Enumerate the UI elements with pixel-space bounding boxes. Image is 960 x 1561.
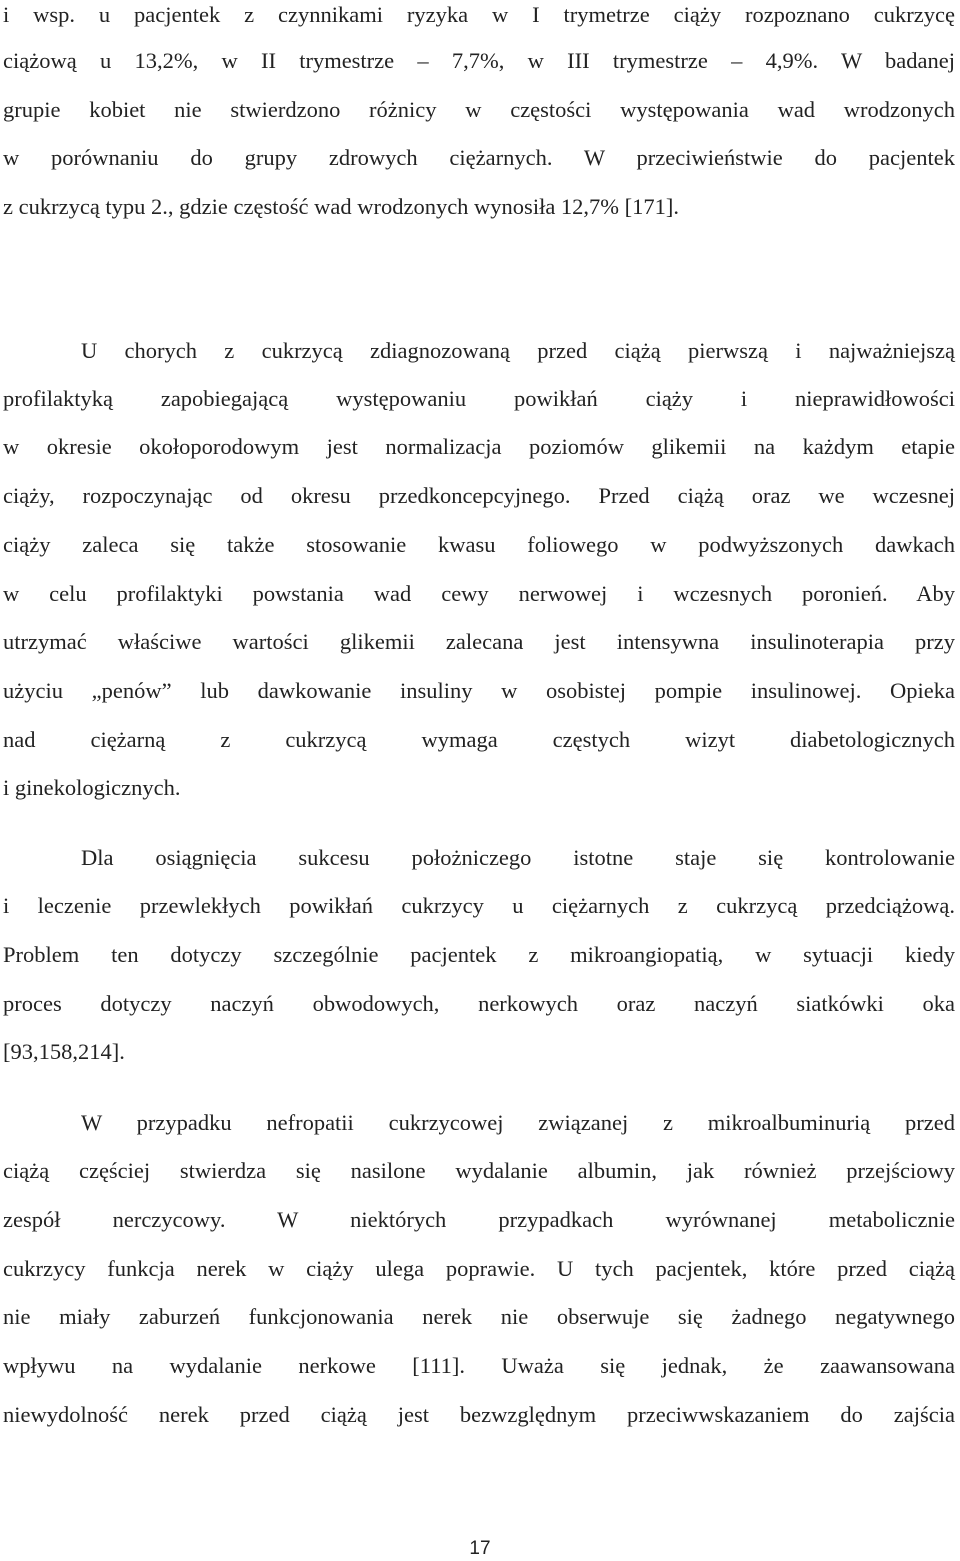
- text-line: grupie kobiet nie stwierdzono różnicy w częstości występowania wad wrodzonych: [3, 97, 955, 122]
- text-line: nad ciężarną z cukrzycą wymaga częstych wizyt diabetologicznych: [3, 727, 955, 752]
- text-line: ciąży, rozpoczynając od okresu przedkoncepcyjnego. Przed ciążą oraz we wczesnej: [3, 483, 955, 508]
- text-line: ciążową u 13,2%, w II trymestrze – 7,7%, w III trymestrze – 4,9%. W badanej: [3, 48, 955, 73]
- text-line: i wsp. u pacjentek z czynnikami ryzyka w I trymetrze ciąży rozpoznano cukrzycę: [3, 2, 955, 27]
- text-line: utrzymać właściwe wartości glikemii zalecana jest intensywna insulinoterapia przy: [3, 629, 955, 654]
- text-line: wpływu na wydalanie nerkowe [111]. Uważa się jednak, że zaawansowana: [3, 1353, 955, 1378]
- text-line: w okresie okołoporodowym jest normalizacja poziomów glikemii na każdym etapie: [3, 434, 955, 459]
- text-line: w celu profilaktyki powstania wad cewy nerwowej i wczesnych poronień. Aby: [3, 581, 955, 606]
- text-line: z cukrzycą typu 2., gdzie częstość wad wrodzonych wynosiła 12,7% [171].: [3, 194, 680, 219]
- text-line: niewydolność nerek przed ciążą jest bezwzględnym przeciwwskazaniem do zajścia: [3, 1402, 955, 1427]
- text-line: proces dotyczy naczyń obwodowych, nerkowych oraz naczyń siatkówki oka: [3, 991, 955, 1016]
- text-line: profilaktyką zapobiegającą występowaniu powikłań ciąży i nieprawidłowości: [3, 386, 955, 411]
- text-line: W przypadku nefropatii cukrzycowej związanej z mikroalbuminurią przed: [81, 1110, 955, 1135]
- page-number: 17: [469, 1538, 491, 1559]
- text-line: U chorych z cukrzycą zdiagnozowaną przed ciążą pierwszą i najważniejszą: [81, 338, 955, 363]
- text-line: i leczenie przewlekłych powikłań cukrzycy u ciężarnych z cukrzycą przedciążową.: [3, 893, 955, 918]
- text-line: ciążą częściej stwierdza się nasilone wydalanie albumin, jak również przejściowy: [3, 1158, 955, 1183]
- text-line: i ginekologicznych.: [3, 775, 181, 800]
- text-line: zespół nerczycowy. W niektórych przypadkach wyrównanej metabolicznie: [3, 1207, 955, 1232]
- text-line: [93,158,214].: [3, 1039, 125, 1064]
- text-line: nie miały zaburzeń funkcjonowania nerek nie obserwuje się żadnego negatywnego: [3, 1304, 955, 1329]
- text-line: Dla osiągnięcia sukcesu położniczego istotne staje się kontrolowanie: [81, 845, 955, 870]
- text-line: Problem ten dotyczy szczególnie pacjentek z mikroangiopatią, w sytuacji kiedy: [3, 942, 955, 967]
- text-line: w porównaniu do grupy zdrowych ciężarnych. W przeciwieństwie do pacjentek: [3, 145, 955, 170]
- text-line: ciąży zaleca się także stosowanie kwasu foliowego w podwyższonych dawkach: [3, 532, 955, 557]
- text-line: cukrzycy funkcja nerek w ciąży ulega poprawie. U tych pacjentek, które przed ciążą: [3, 1256, 955, 1281]
- text-line: użyciu „penów” lub dawkowanie insuliny w osobistej pompie insulinowej. Opieka: [3, 678, 955, 703]
